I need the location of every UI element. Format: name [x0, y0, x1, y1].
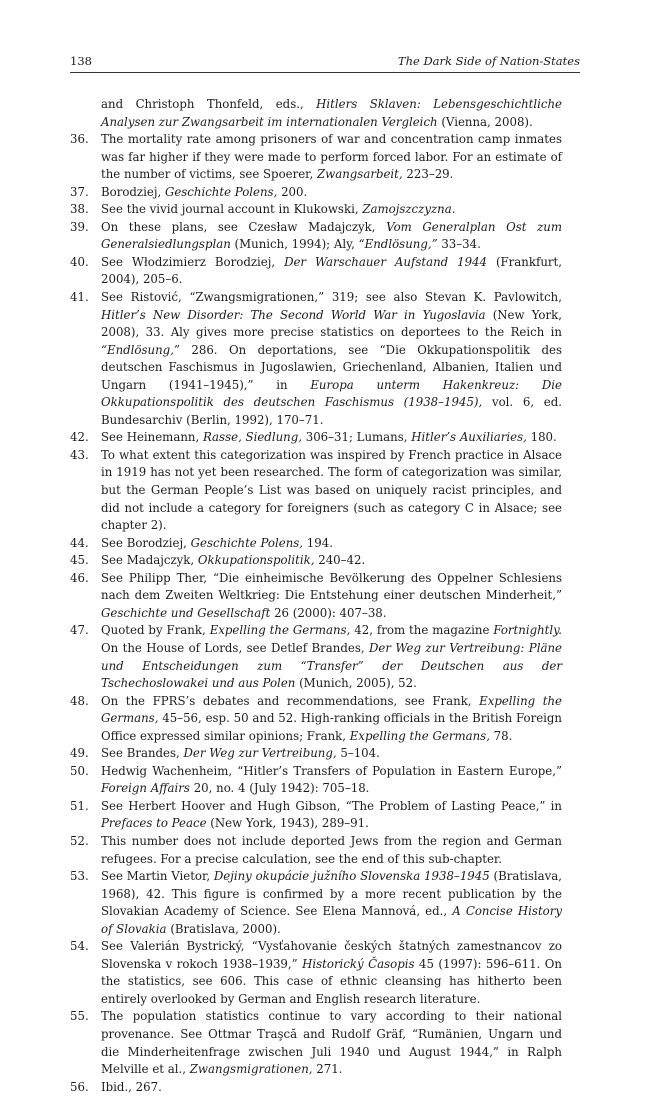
text-run: See Borodziej, [101, 535, 191, 550]
text-run: (Bratislava, 2000). [166, 921, 281, 936]
text-run: 20, no. 4 (July 1942): 705–18. [189, 781, 370, 796]
italic-text: Europa unterm Hakenkreuz: Die Okkupationspolitik des deutschen Faschismus (1938–1945), [101, 377, 562, 410]
text-run: See Valerián Bystrický, “Vysťahovanie českých štatných zamestnancov zo Slovenska v rokoch 1938–1939,” [101, 939, 562, 971]
italic-text: Hitler’s Auxiliaries, [411, 430, 527, 445]
text-run: (New York, 2008), 33. Aly gives more precise statistics on deportees to the Reich in [101, 307, 562, 340]
endnotes [70, 96, 562, 1096]
endnote-text [101, 798, 562, 833]
endnote [70, 429, 562, 447]
endnote [70, 131, 562, 184]
text-run: See Ristović, “Zwangsmigrationen,” 319; see also Stevan K. Pavlowitch, [101, 290, 562, 305]
endnote-text [101, 447, 562, 535]
italic-text: Prefaces to Peace [101, 816, 207, 831]
endnote [70, 570, 562, 623]
text-run: (Munich, 1994); Aly, [230, 237, 359, 252]
endnote-number: 41. [70, 290, 89, 305]
endnote-number: 53. [70, 869, 89, 884]
text-run: 5–104. [336, 746, 380, 761]
italic-text: Dejiny okupácie južního Slovenska 1938–1945 [213, 869, 490, 884]
text-run: (Munich, 2005), 52. [295, 676, 417, 691]
endnote-number: 36. [70, 132, 89, 147]
text-run: 271. [312, 1062, 343, 1077]
endnote-text [101, 622, 562, 692]
endnote-text [101, 254, 562, 289]
endnote [70, 447, 562, 535]
italic-text: “Endlösung,” [358, 237, 438, 252]
endnote-text [101, 1079, 562, 1096]
endnote-number: 38. [70, 202, 89, 217]
text-run: See Martin Vietor, [101, 869, 214, 884]
endnote-text [101, 868, 562, 938]
endnote [70, 763, 562, 798]
endnote [70, 868, 562, 938]
text-run: 240–42. [314, 553, 366, 568]
endnote-text [101, 535, 562, 553]
endnote-number: 37. [70, 184, 89, 199]
text-run: 78. [489, 728, 513, 743]
italic-text: Historický Časopis [302, 956, 415, 971]
text-run: On the House of Lords, see Detlef Brandes, [101, 640, 370, 655]
text-run: This number does not include deported Jews from the region and German refugees. For a precise calculation, see the end of this sub-chapter. [101, 833, 562, 866]
italic-text: Vom Generalplan Ost zum Generalsiedlungsplan [101, 219, 562, 252]
endnote-number: 40. [70, 254, 89, 269]
note-list [70, 131, 562, 1096]
text-run: Ibid., 267. [101, 1079, 162, 1094]
text-run: 45 (1997): 596–611. On the statistics, see 606. This case of ethnic cleansing has hitherto been entirely overlooked by German and English research literature. [101, 956, 562, 1006]
italic-text: Expelling the Germans, [349, 728, 490, 743]
text-run: See Herbert Hoover and Hugh Gibson, “The Problem of Lasting Peace,” in [101, 798, 562, 813]
endnote [70, 552, 562, 570]
text-run: (Bratislava, 1968), 42. This figure is confirmed by a more recent publication by the Slovakian Academy of Science. See Elena Mannová, ed., [101, 869, 562, 919]
text-run: 306–31; Lumans, [301, 430, 412, 445]
endnote-number: 51. [70, 798, 89, 813]
note-continuation [70, 96, 562, 131]
text-run: To what extent this categorization was inspired by French practice in Alsace in 1919 has not yet been researched. The form of categorization was similar, but the German People’s List was based on uniquely racist principles, and did not include a category for foreigners (such as category C in Alsace; see chapter 2). [101, 447, 562, 533]
text-run: See Madajczyk, [101, 553, 198, 568]
text-run: 26 (2000): 407–38. [270, 605, 387, 620]
italic-text: Zamojszczyzna. [362, 202, 456, 217]
text-run: vol. 6, ed. Bundesarchiv (Berlin, 1992), 170–71. [101, 395, 562, 427]
italic-text: Hitlers Sklaven: Lebensgeschichtliche Analysen zur Zwangsarbeit im internationalen Vergleich [101, 97, 562, 129]
endnote [70, 254, 562, 289]
endnote-text [101, 833, 562, 868]
italic-text: Rasse, Siedlung, [202, 430, 302, 445]
italic-text: Der Warschauer Aufstand 1944 [284, 254, 488, 269]
endnote-text [101, 429, 562, 447]
endnote-text [101, 745, 562, 763]
endnote-number: 46. [70, 570, 89, 585]
italic-text: Expelling the Germans, [209, 623, 351, 638]
endnote [70, 833, 562, 868]
page-number: 138 [70, 54, 92, 68]
endnote [70, 201, 562, 219]
endnote-number: 48. [70, 693, 89, 708]
text-run: On these plans, see Czesław Madajczyk, [101, 219, 387, 234]
endnote [70, 1079, 562, 1096]
endnote-text [101, 201, 562, 219]
italic-text: Foreign Affairs [101, 781, 190, 796]
text-run: Hedwig Wachenheim, “Hitler’s Transfers of Population in Eastern Europe,” [101, 763, 562, 778]
text-run: 180. [526, 430, 557, 445]
endnote-number: 50. [70, 763, 89, 778]
text-run: 200. [277, 184, 308, 199]
italic-text: Zwangsmigrationen, [189, 1062, 313, 1077]
italic-text: Der Weg zur Vertreibung, [183, 746, 337, 761]
italic-text: Geschichte Polens, [164, 184, 278, 199]
text-run: Quoted by Frank, [101, 623, 210, 638]
endnote-number: 43. [70, 447, 89, 462]
text-run: 286. On deportations, see “Die Okkupationspolitik des deutschen Faschismus in Jugoslawien, Griechenland, Albanien, Italien und Ungarn (1941–1945),” in [101, 342, 562, 392]
endnote-number: 45. [70, 553, 89, 568]
running-title: The Dark Side of Nation-States [397, 54, 580, 68]
text-run: (Frankfurt, 2004), 205–6. [101, 254, 562, 287]
running-header [70, 50, 580, 73]
endnote-number: 47. [70, 623, 89, 638]
text-run: On the FPRS’s debates and recommendations, see Frank, [101, 693, 480, 708]
endnote [70, 289, 562, 429]
endnote-number: 42. [70, 430, 89, 445]
text-run: See Brandes, [101, 746, 184, 761]
italic-text: Geschichte Polens, [190, 535, 304, 550]
text-run: (New York, 1943), 289–91. [206, 816, 369, 831]
text-run: The mortality rate among prisoners of war and concentration camp inmates was far higher if they were made to perform forced labor. For an estimate of the number of victims, see Spoerer, [101, 132, 562, 182]
italic-text: Expelling the Germans, [101, 693, 562, 726]
italic-text: Der Weg zur Vertreibung: Pläne und Entscheidungen zum “Transfer” der Deutschen aus der Tschechoslowakei und aus Polen [101, 640, 562, 691]
endnote-text [101, 1008, 562, 1078]
endnote [70, 219, 562, 254]
endnote [70, 798, 562, 833]
endnote [70, 745, 562, 763]
endnote-text [101, 184, 562, 202]
italic-text: Okkupationspolitik, [197, 553, 315, 568]
text-run: See Philipp Ther, “Die einheimische Bevölkerung des Oppelner Schlesiens nach dem Zweiten Weltkrieg: Die Entstehung einer deutschen Minderheit,” [101, 570, 562, 603]
italic-text: Fortnightly. [493, 623, 562, 638]
italic-text: A Concise History of Slovakia [101, 904, 562, 936]
endnote-number: 52. [70, 833, 89, 848]
text-run: 223–29. [402, 167, 454, 182]
italic-text: Hitler’s New Disorder: The Second World War in Yugoslavia [101, 307, 486, 322]
endnote-text [101, 693, 562, 746]
endnote-text [101, 219, 562, 254]
text-run: The population statistics continue to vary according to their national provenance. See Ottmar Traşcă and Rudolf Gräf, “Rumänien, Ungarn und die Minderheitenfrage zwischen Juli 1940 und August 1944,” in Ralph Melville et al., [101, 1009, 562, 1077]
endnote [70, 1008, 562, 1078]
italic-text: Geschichte und Gesellschaft [101, 605, 271, 620]
endnote [70, 938, 562, 1008]
text-run: 45–56, esp. 50 and 52. High-ranking officials in the British Foreign Office expressed similar opinions; Frank, [101, 711, 562, 743]
endnote-text [101, 289, 562, 429]
endnote-text [101, 570, 562, 623]
italic-text: Zwangsarbeit, [316, 167, 403, 182]
endnote-text [101, 552, 562, 570]
text-run: 194. [303, 535, 333, 550]
text-run: (Vienna, 2008). [437, 114, 533, 129]
endnote-number: 44. [70, 535, 89, 550]
endnote [70, 535, 562, 553]
endnote-number: 55. [70, 1009, 89, 1024]
endnote-text [101, 938, 562, 1008]
endnote-number: 54. [70, 939, 89, 954]
endnote [70, 184, 562, 202]
endnote [70, 622, 562, 692]
text-run: and Christoph Thonfeld, eds., [101, 97, 317, 111]
endnote-number: 56. [70, 1079, 89, 1094]
endnote-number: 49. [70, 746, 89, 761]
text-run: 42, from the magazine [350, 623, 494, 638]
endnote [70, 693, 562, 746]
text-run: 33–34. [437, 237, 481, 252]
text-run: See Włodzimierz Borodziej, [101, 254, 285, 269]
text-run: See Heinemann, [101, 430, 203, 445]
text-run: See the vivid journal account in Klukowski, [101, 202, 363, 217]
endnote-text [101, 131, 562, 184]
endnote-number: 39. [70, 219, 89, 234]
italic-text: “Endlösung,” [101, 342, 180, 357]
text-run: Borodziej, [101, 184, 165, 199]
endnote-text [101, 763, 562, 798]
